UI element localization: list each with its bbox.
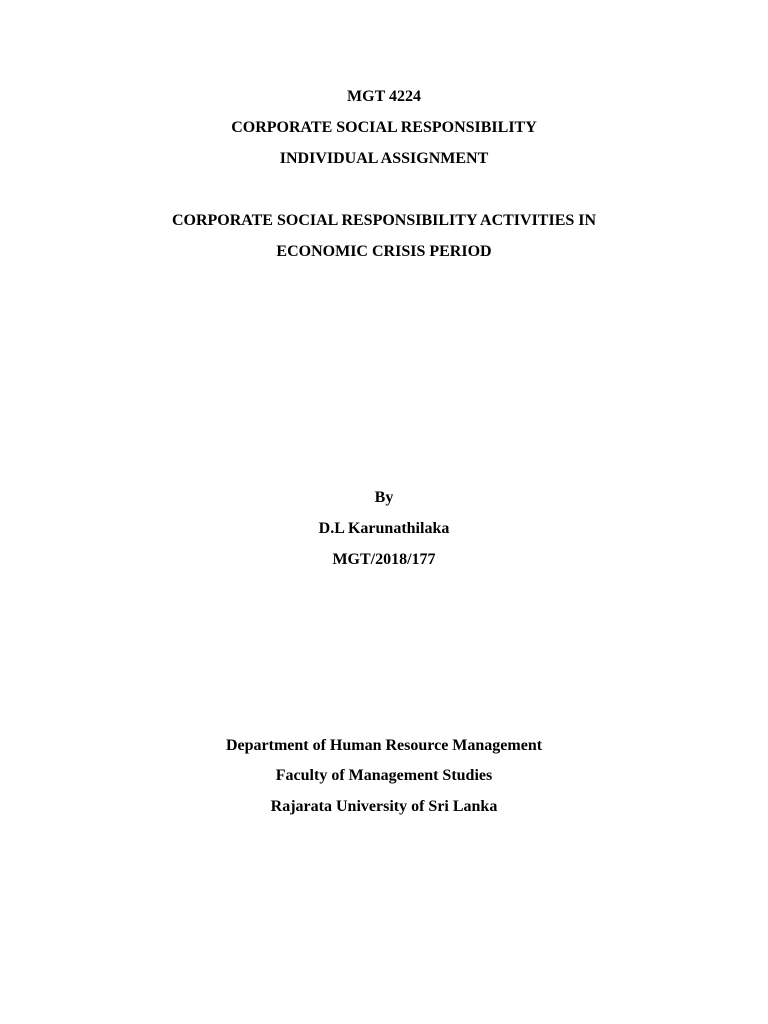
- university-name: Rajarata University of Sri Lanka: [270, 798, 498, 815]
- faculty-name: Faculty of Management Studies: [275, 767, 493, 784]
- course-code: MGT 4224: [347, 88, 421, 105]
- assignment-type: INDIVIDUAL ASSIGNMENT: [279, 150, 489, 167]
- department-name: Department of Human Resource Management: [225, 737, 543, 754]
- course-name: CORPORATE SOCIAL RESPONSIBILITY: [231, 119, 537, 136]
- assignment-title-line-1: CORPORATE SOCIAL RESPONSIBILITY ACTIVITIES IN: [171, 212, 597, 229]
- registration-number: MGT/2018/177: [332, 551, 436, 568]
- assignment-title-line-2: ECONOMIC CRISIS PERIOD: [276, 243, 492, 260]
- author-name: D.L Karunathilaka: [318, 520, 450, 537]
- by-label: By: [374, 489, 394, 506]
